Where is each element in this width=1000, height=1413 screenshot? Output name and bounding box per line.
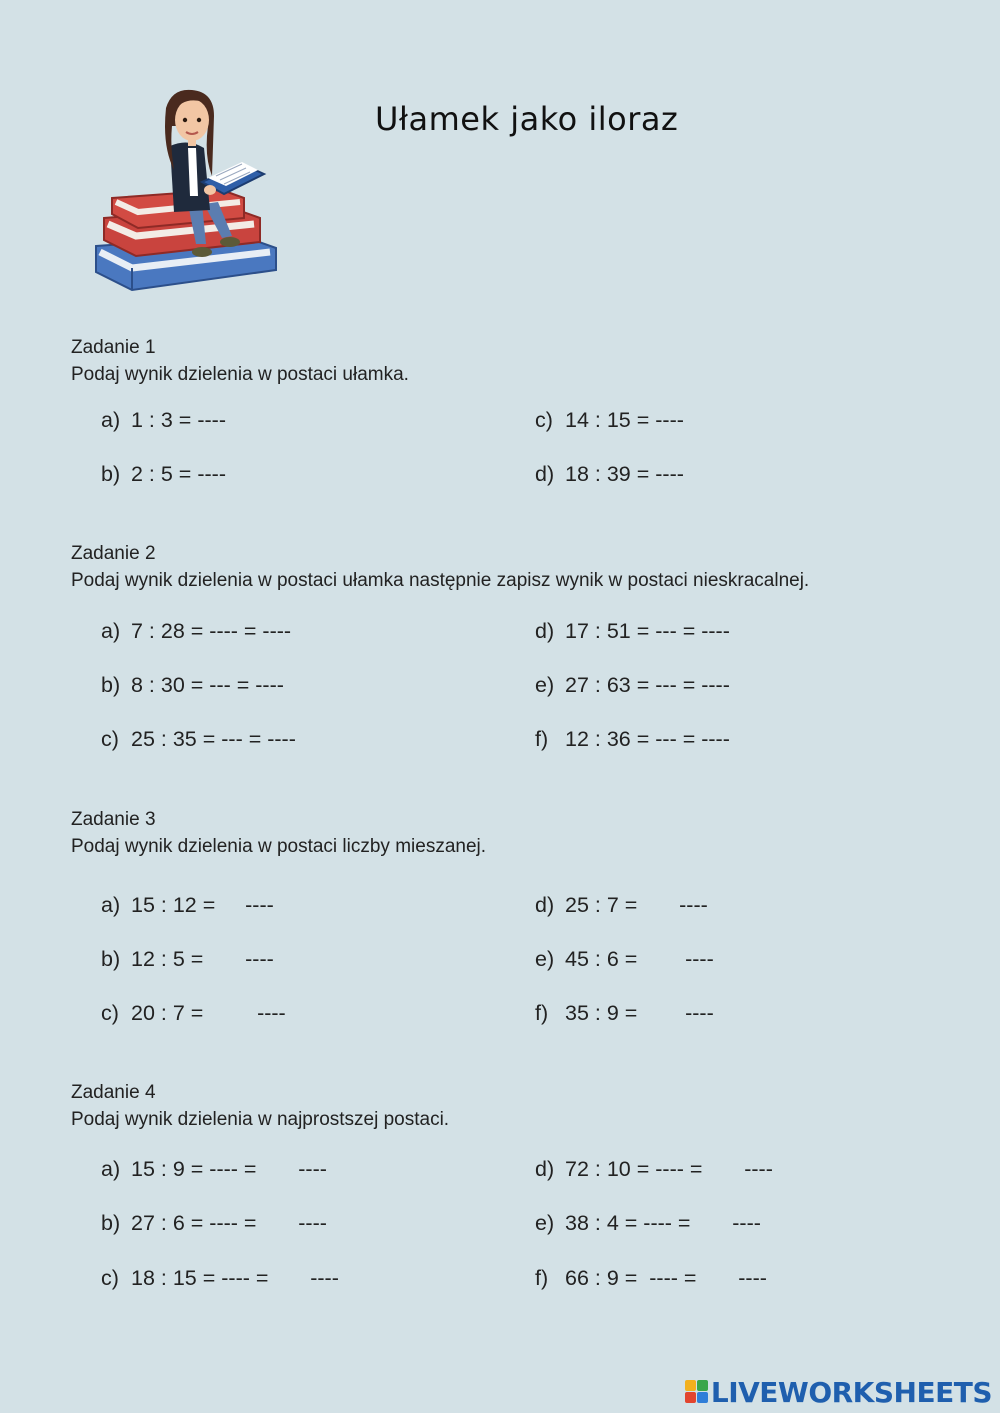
task-2-item-d[interactable]: d) 17 : 51 = --- = ---- [535, 619, 730, 643]
task-2-item-b[interactable]: b) 8 : 30 = --- = ---- [101, 673, 284, 697]
task-1-instruction: Podaj wynik dzielenia w postaci ułamka. [71, 364, 409, 385]
task-3-item-d[interactable]: d) 25 : 7 = ---- [535, 893, 708, 917]
task-4-item-c[interactable]: c) 18 : 15 = ---- = ---- [101, 1266, 339, 1290]
task-3-heading [71, 806, 486, 860]
task-1-title: Zadanie 1 [71, 337, 156, 358]
task-4-item-a[interactable]: a) 15 : 9 = ---- = ---- [101, 1157, 327, 1181]
task-1-item-d[interactable]: d) 18 : 39 = ---- [535, 462, 684, 486]
task-2-title: Zadanie 2 [71, 543, 156, 564]
task-2-heading [71, 540, 809, 594]
page-title: Ułamek jako iloraz [375, 100, 679, 138]
task-3-item-a[interactable]: a) 15 : 12 = ---- [101, 893, 274, 917]
task-4-instruction: Podaj wynik dzielenia w najprostszej postaci. [71, 1109, 450, 1130]
task-2-item-a[interactable]: a) 7 : 28 = ---- = ---- [101, 619, 292, 643]
girl-reading-on-books-illustration [92, 86, 280, 298]
liveworksheets-logo-icon [685, 1380, 709, 1404]
task-3-instruction: Podaj wynik dzielenia w postaci liczby mieszanej. [71, 836, 487, 857]
task-4-item-e[interactable]: e) 38 : 4 = ---- = ---- [535, 1211, 761, 1235]
task-1-item-c[interactable]: c) 14 : 15 = ---- [535, 408, 684, 432]
task-2-instruction: Podaj wynik dzielenia w postaci ułamka następnie zapisz wynik w postaci nieskracalnej. [71, 570, 810, 591]
task-3-item-f[interactable]: f) 35 : 9 = ---- [535, 1001, 714, 1025]
task-4-item-b[interactable]: b) 27 : 6 = ---- = ---- [101, 1211, 327, 1235]
task-1-heading [71, 334, 409, 388]
task-3-item-c[interactable]: c) 20 : 7 = ---- [101, 1001, 286, 1025]
task-3-item-b[interactable]: b) 12 : 5 = ---- [101, 947, 274, 971]
task-1-item-b[interactable]: b) 2 : 5 = ---- [101, 462, 226, 486]
task-4-item-f[interactable]: f) 66 : 9 = ---- = ---- [535, 1266, 767, 1290]
liveworksheets-logo[interactable] [685, 1377, 992, 1407]
task-4-title: Zadanie 4 [71, 1082, 156, 1103]
liveworksheets-brand-text: LIVEWORKSHEETS [710, 1375, 992, 1409]
task-4-heading [71, 1079, 449, 1133]
task-4-item-d[interactable]: d) 72 : 10 = ---- = ---- [535, 1157, 773, 1181]
task-2-item-c[interactable]: c) 25 : 35 = --- = ---- [101, 727, 296, 751]
task-3-title: Zadanie 3 [71, 809, 156, 830]
task-2-item-f[interactable]: f) 12 : 36 = --- = ---- [535, 727, 730, 751]
task-2-item-e[interactable]: e) 27 : 63 = --- = ---- [535, 673, 730, 697]
task-1-item-a[interactable]: a) 1 : 3 = ---- [101, 408, 226, 432]
task-3-item-e[interactable]: e) 45 : 6 = ---- [535, 947, 714, 971]
